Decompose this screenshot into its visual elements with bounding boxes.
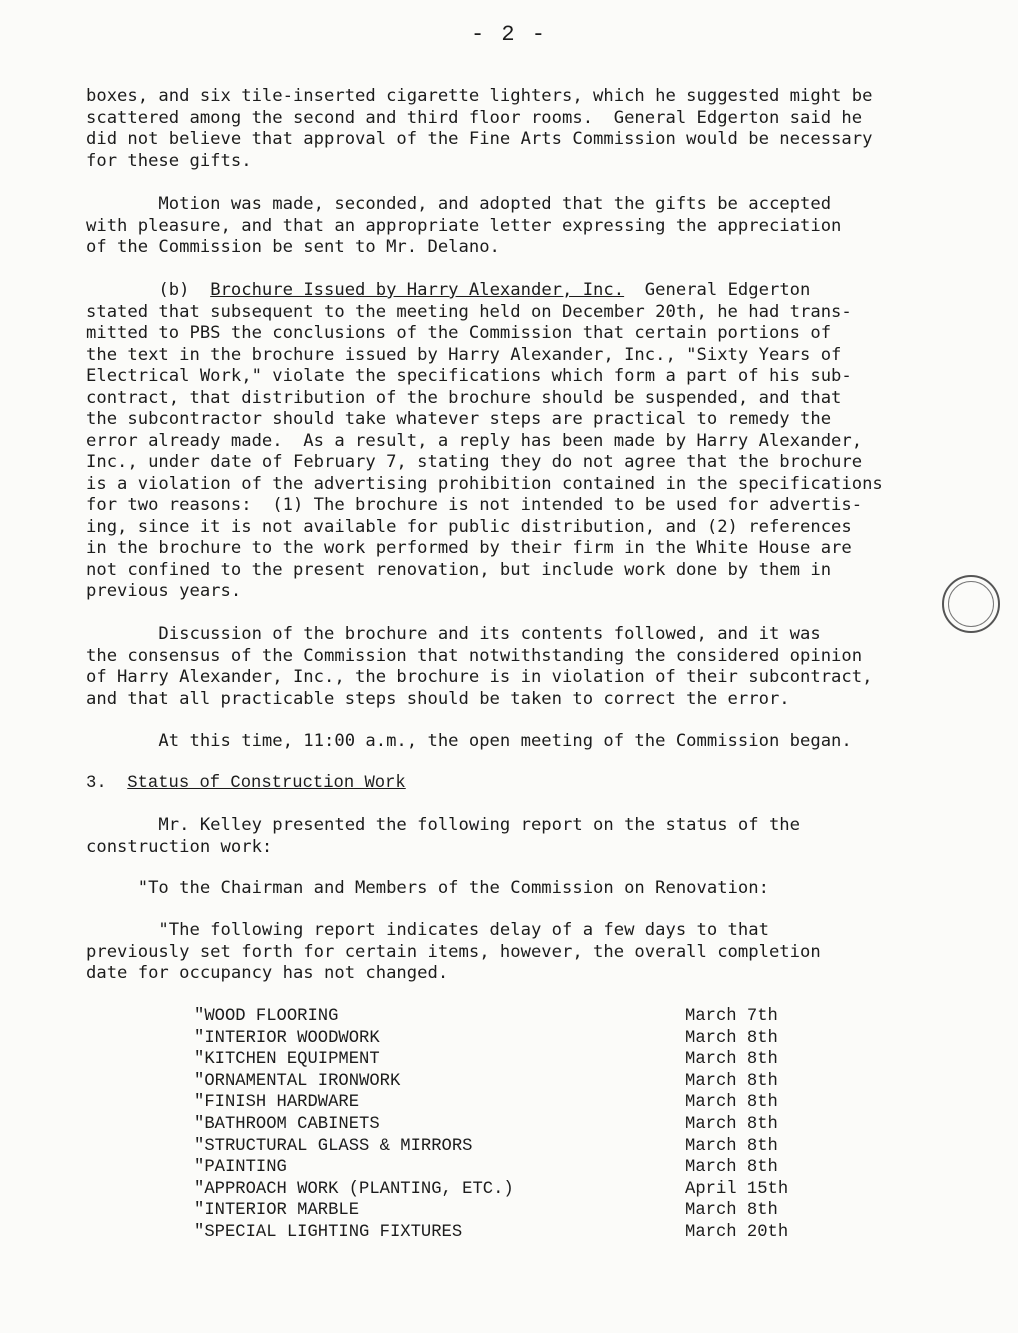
schedule-date: March 20th xyxy=(685,1222,789,1242)
schedule-item: "WOOD FLOORING xyxy=(194,1007,339,1026)
subsection-body: General Edgerton stated that subsequent to the meeting held on December 20th, he had trans- mitted to PBS the conclusions of the Commission that certain portions of the text in the brochure issued by Harry Alexander, Inc., "Sixty Years of Electrical Work," violate the specifications which form a part of his sub- contract, that distribution of the brochure should be suspended, and that the subcontractor should take whatever steps are practical to remedy the error already made. As a result, a reply has been made by Harry Alexander, Inc., under date of February 7, stating they do not agree that the brochure is a violation of the advertising prohibition contained in the specifications for two reasons: (1) The brochure is not intended to be used for advertis- ing, since it is not available for public distribution, and (2) references in the brochure to the work performed by their firm in the White House are not confined to the present renovation, but include work done by them in previous years. xyxy=(86,280,883,601)
paragraph-gifts: boxes, and six tile-inserted cigarette lighters, which he suggested might be scattered among the second and third floor rooms. General Edgerton said he did not believe that approval of the Fine Arts Commission would be necessary for these gifts. xyxy=(86,86,873,171)
schedule-item: "KITCHEN EQUIPMENT xyxy=(194,1050,380,1070)
page-number: - 2 - xyxy=(470,22,547,47)
schedule-item: "INTERIOR WOODWORK xyxy=(194,1028,380,1048)
schedule-date: March 8th xyxy=(685,1114,778,1134)
schedule-date: March 8th xyxy=(685,1028,778,1048)
schedule-item: "FINISH HARDWARE xyxy=(194,1093,360,1113)
schedule-row xyxy=(194,1028,788,1050)
schedule-date: March 8th xyxy=(685,1136,778,1156)
section-heading xyxy=(86,773,406,795)
schedule-date: March 8th xyxy=(685,1201,778,1221)
schedule-item: "APPROACH WORK (PLANTING, ETC.) xyxy=(194,1179,514,1199)
schedule-date: March 8th xyxy=(685,1050,778,1070)
paragraph-brochure xyxy=(86,280,918,603)
schedule-row xyxy=(194,1049,788,1071)
subsection-title: Brochure Issued by Harry Alexander, Inc. xyxy=(210,280,625,300)
paragraph-salutation: "To the Chairman and Members of the Commission on Renovation: xyxy=(86,878,769,898)
schedule-row xyxy=(194,1200,788,1222)
schedule-row xyxy=(194,1136,788,1158)
schedule-item: "INTERIOR MARBLE xyxy=(194,1201,360,1221)
library-stamp-icon xyxy=(942,575,1000,633)
schedule-item: "STRUCTURAL GLASS & MIRRORS xyxy=(194,1136,473,1156)
paragraph-open-meeting: At this time, 11:00 a.m., the open meeting of the Commission began. xyxy=(86,731,852,751)
schedule-date: March 8th xyxy=(685,1093,778,1113)
paragraph-discussion: Discussion of the brochure and its contents followed, and it was the consensus of the Commission that notwithstanding the considered opinion of Harry Alexander, Inc., the brochure is in violation of their subcontract, and that all practicable steps should be taken to correct the error. xyxy=(86,624,873,709)
schedule-date: March 7th xyxy=(685,1007,778,1026)
schedule-row xyxy=(194,1179,788,1201)
schedule-date: March 8th xyxy=(685,1071,778,1091)
schedule-row xyxy=(194,1114,788,1136)
stamp-ring xyxy=(948,581,994,627)
schedule-date: April 15th xyxy=(685,1179,789,1199)
schedule-item: "ORNAMENTAL IRONWORK xyxy=(194,1071,401,1091)
schedule-row xyxy=(194,1006,788,1028)
schedule-row xyxy=(194,1092,788,1114)
paragraph-motion: Motion was made, seconded, and adopted that the gifts be accepted with pleasure, and that an appropriate letter expressing the appreciation of the Commission be sent to Mr. Delano. xyxy=(86,194,842,257)
schedule-row xyxy=(194,1071,788,1093)
paragraph-report-intro: Mr. Kelley presented the following report on the status of the construction work: xyxy=(86,815,800,857)
schedule-item: "PAINTING xyxy=(194,1158,287,1178)
schedule-item: "SPECIAL LIGHTING FIXTURES xyxy=(194,1222,463,1242)
schedule-table xyxy=(194,1006,788,1244)
section-number: 3. xyxy=(86,774,128,793)
section-title: Status of Construction Work xyxy=(127,774,406,793)
subsection-label: (b) xyxy=(86,280,211,300)
schedule-row xyxy=(194,1222,788,1244)
schedule-item: "BATHROOM CABINETS xyxy=(194,1114,380,1134)
schedule-row xyxy=(194,1157,788,1179)
schedule-date: March 8th xyxy=(685,1158,778,1178)
paragraph-report-body: "The following report indicates delay of a few days to that previously set forth for certain items, however, the overall completion date for occupancy has not changed. xyxy=(86,920,821,983)
